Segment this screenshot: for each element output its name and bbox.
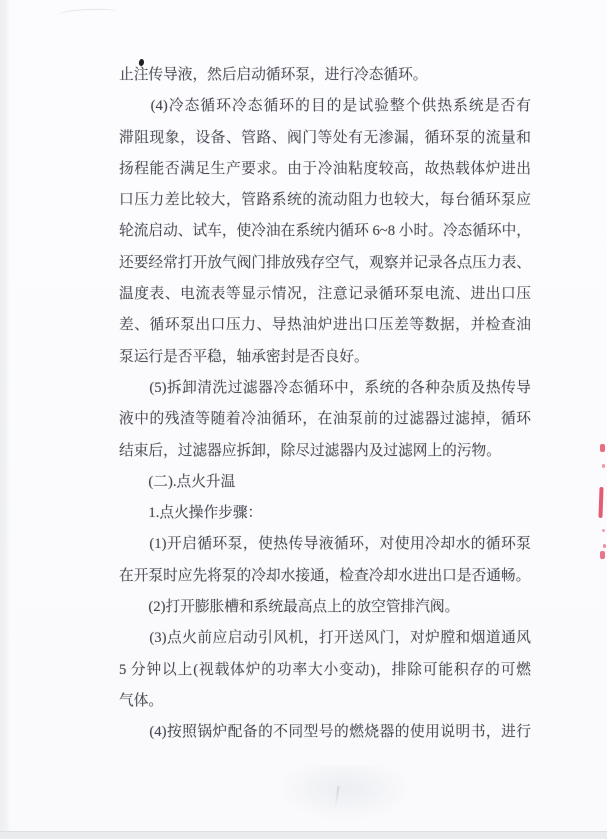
- red-ink-mark: [600, 551, 605, 559]
- text-line: (5)拆卸清洗过滤器冷态循环中，系统的各种杂质及热传导: [119, 379, 531, 396]
- text-line: 温度表、电流表等显示情况，注意记录循环泵电流、进出口压: [119, 286, 531, 303]
- red-ink-mark: [602, 464, 605, 468]
- text-line: (4)冷态循环冷态循环的目的是试验整个供热系统是否有: [119, 98, 531, 115]
- text-line: 止注传导液，然后启动循环泵，进行冷态循环。: [119, 67, 428, 83]
- text-line: 气体。: [119, 692, 164, 709]
- red-ink-mark: [598, 487, 603, 518]
- text-line: (2)打开膨胀槽和系统最高点上的放空管排汽阀。: [119, 599, 460, 616]
- scan-edge-left: [0, 0, 10, 839]
- text-line: (4)按照锅炉配备的不同型号的燃烧器的使用说明书，进行: [119, 724, 531, 741]
- text-line: 在开泵时应先将泵的冷却水接通，检查冷却水进出口是否通畅。: [119, 567, 531, 584]
- paper-crease: [58, 7, 116, 19]
- text-line: 泵运行是否平稳，轴承密封是否良好。: [119, 348, 369, 365]
- text-line: 口压力差比较大，管路系统的流动阻力也较大，每台循环泵应: [119, 192, 531, 209]
- red-ink-mark: [603, 544, 606, 548]
- red-ink-mark: [600, 444, 605, 452]
- text-line: 结束后，过滤器应拆卸，除尽过滤器内及过滤网上的污物。: [119, 442, 501, 459]
- text-line: 5 分钟以上(视载体炉的功率大小变动)，排除可能积存的可燃: [119, 661, 531, 678]
- text-line: 液中的残渣等随着冷油循环，在油泵前的过滤器过滤掉，循环: [119, 411, 531, 428]
- text-line: 差、循环泵出口压力、导热油炉进出口压差等数据，并检查油: [119, 317, 531, 334]
- red-ink-mark: [602, 529, 605, 532]
- text-line: 滞阻现象，设备、管路、阀门等处有无渗漏，循环泵的流量和: [119, 129, 531, 146]
- text-line: 扬程能否满足生产要求。由于冷油粘度较高，故热载体炉进出: [119, 160, 531, 177]
- text-line: (1)开启循环泵，使热传导液循环，对使用冷却水的循环泵: [119, 536, 531, 553]
- document-text: [119, 60, 531, 749]
- text-line: (二).点火升温: [119, 473, 236, 490]
- scan-edge-bottom: [0, 831, 607, 839]
- text-line: 1.点火操作步骤：: [119, 505, 263, 522]
- text-line: (3)点火前应启动引风机，打开送风门，对炉膛和烟道通风: [119, 630, 531, 647]
- text-line: 轮流启动、试车，使冷油在系统内循环 6~8 小时。冷态循环中，: [119, 223, 531, 240]
- text-line: 还要经常打开放气阀门排放残存空气，观察并记录各点压力表、: [119, 254, 531, 271]
- paper-wrinkle: [270, 765, 420, 825]
